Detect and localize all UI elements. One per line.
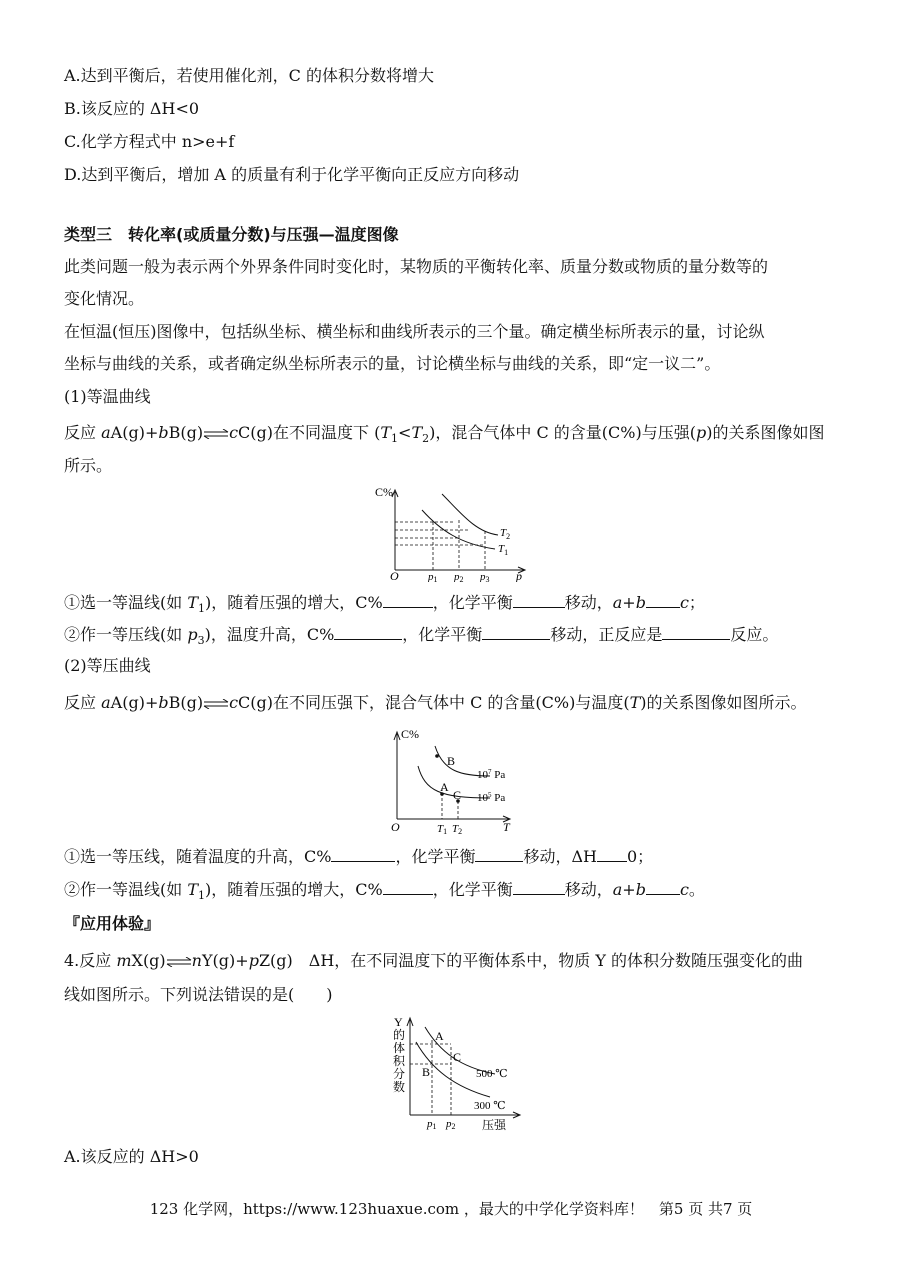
svg-text:C%: C% xyxy=(401,727,419,741)
isotherm-reaction-text: 反应 aA(g)+bB(g) cC(g)在不同温度下 $(T_1<T_2)$，混合气体中 C 的含量(C%)与压强(p)的关系图像如图 xyxy=(64,423,825,446)
isobar-reaction-text: 反应 aA(g)+bB(g) cC(g)在不同压强下，混合气体中 C 的含量(C%)与温度(T)的关系图像如图所示。 xyxy=(64,693,807,712)
method-paragraph-line1: 在恒温(恒压)图像中，包括纵坐标、横坐标和曲线所表示的三个量。确定横坐标所表示的量，讨论纵 xyxy=(64,322,765,341)
equilibrium-arrow-icon xyxy=(203,699,229,709)
tick-p1: p1 xyxy=(428,571,438,582)
y-fraction-pressure-graph xyxy=(380,1012,525,1132)
tick-p2: p2 xyxy=(454,571,464,582)
svg-text:p1: p1 xyxy=(427,1118,437,1131)
curve-t2 xyxy=(442,494,498,535)
question-isobar-2: ②作一等温线(如 $T_1$)，随着压强的增大，C% ，化学平衡 移动，a+b c。 xyxy=(64,880,705,903)
point-b xyxy=(435,754,439,758)
label-1e7pa: $10^7$ Pa xyxy=(477,768,506,781)
svg-text:A: A xyxy=(435,1029,444,1043)
svg-text:C: C xyxy=(453,788,462,802)
svg-text:T2: T2 xyxy=(452,823,463,836)
page-footer: 123 化学网，https://www.123huaxue.com ，最大的中学化学资料库！ 第5 页 共7 页 xyxy=(149,1200,753,1218)
y-axis-label: C% xyxy=(375,485,393,499)
exercise-4-line1: 4.反应 mX(g) nY(g)+pZ(g) ΔH，在不同温度下的平衡体系中，物质 Y 的体积分数随压强变化的曲 xyxy=(64,951,804,970)
blank-6[interactable] xyxy=(662,625,730,640)
svg-text:压强: 压强 xyxy=(482,1118,507,1132)
label-t1: $T_1$ xyxy=(498,543,509,557)
isobar-graph xyxy=(385,726,525,836)
method-paragraph-line2: 坐标与曲线的关系，或者确定纵坐标所表示的量，讨论横坐标与曲线的关系，即“定一议二”。 xyxy=(64,354,721,373)
option-c-prev: C.化学方程式中 n>e+f xyxy=(64,132,235,151)
svg-text:体: 体 xyxy=(393,1041,406,1055)
svg-text:B: B xyxy=(447,754,456,768)
svg-text:Y: Y xyxy=(394,1015,403,1029)
blank-10[interactable] xyxy=(383,880,433,895)
question-isobar-1: ①选一等压线，随着温度的升高，C% ，化学平衡 移动，ΔH 0； xyxy=(64,847,654,866)
exercise-4-line2: 线如图所示。下列说法错误的是( ) xyxy=(64,985,333,1004)
intro-paragraph-line1: 此类问题一般为表示两个外界条件同时变化时，某物质的平衡转化率、质量分数或物质的量分数等的 xyxy=(64,257,769,276)
blank-8[interactable] xyxy=(475,847,523,862)
isotherm-graph xyxy=(370,482,535,582)
svg-text:T: T xyxy=(503,820,510,834)
tick-p3: p3 xyxy=(480,571,490,582)
svg-text:数: 数 xyxy=(393,1080,406,1094)
equilibrium-arrow-icon xyxy=(166,957,192,967)
svg-text:C: C xyxy=(453,1050,462,1064)
svg-text:O: O xyxy=(391,820,400,834)
x-axis-label: p xyxy=(516,569,522,582)
subsection-isobar-title: (2)等压曲线 xyxy=(64,656,151,675)
question-isotherm-2: ②作一等压线(如 $p_3$)，温度升高，C% ，化学平衡 移动，正反应是 反应。 xyxy=(64,625,779,648)
blank-7[interactable] xyxy=(331,847,395,862)
question-isotherm-1: ①选一等温线(如 $T_1$)，随着压强的增大，C% ，化学平衡 移动，a+b c； xyxy=(64,593,705,616)
isotherm-reaction-text-end: 所示。 xyxy=(64,456,113,475)
equilibrium-arrow-icon xyxy=(203,429,229,439)
svg-text:300 ℃: 300 ℃ xyxy=(474,1100,506,1112)
intro-paragraph-line2: 变化情况。 xyxy=(64,289,145,308)
origin-label: O xyxy=(390,569,399,582)
svg-text:500 ℃: 500 ℃ xyxy=(476,1068,508,1080)
option-a-prev: A.达到平衡后，若使用催化剂，C 的体积分数将增大 xyxy=(64,66,434,85)
blank-1[interactable] xyxy=(383,593,433,608)
blank-11[interactable] xyxy=(513,880,565,895)
option-b-prev: B.该反应的 ΔH<0 xyxy=(64,99,200,118)
svg-text:分: 分 xyxy=(393,1067,406,1081)
option-a-ex4: A.该反应的 ΔH>0 xyxy=(64,1147,199,1166)
svg-text:p2: p2 xyxy=(446,1118,456,1131)
option-d-prev: D.达到平衡后，增加 A 的质量有利于化学平衡向正反应方向移动 xyxy=(64,165,520,184)
label-1e5pa: $10^5$ Pa xyxy=(477,791,506,804)
application-title: 『应用体验』 xyxy=(64,914,161,933)
svg-text:积: 积 xyxy=(393,1054,406,1068)
blank-12[interactable] xyxy=(646,880,680,895)
svg-text:的: 的 xyxy=(393,1028,406,1042)
blank-4[interactable] xyxy=(334,625,402,640)
blank-3[interactable] xyxy=(646,593,680,608)
blank-9[interactable] xyxy=(597,847,627,862)
label-t2: $T_2$ xyxy=(500,527,511,541)
section-title-type3: 类型三 转化率(或质量分数)与压强—温度图像 xyxy=(64,225,399,244)
blank-5[interactable] xyxy=(482,625,550,640)
svg-text:A: A xyxy=(440,780,449,794)
blank-2[interactable] xyxy=(513,593,565,608)
subsection-isotherm-title: (1)等温曲线 xyxy=(64,387,151,406)
svg-text:T1: T1 xyxy=(437,823,448,836)
svg-text:B: B xyxy=(422,1065,431,1079)
